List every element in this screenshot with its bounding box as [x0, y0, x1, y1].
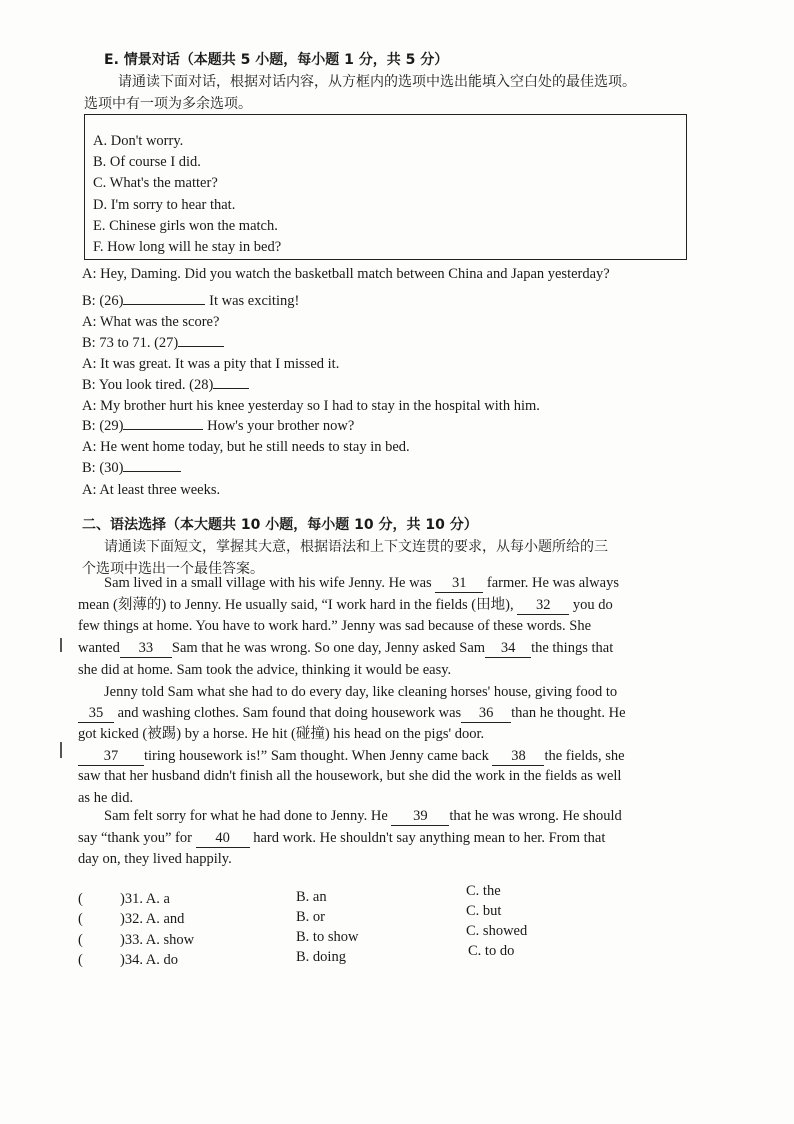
section-2-instruction-2: 个选项中选出一个最佳答案。 — [82, 561, 264, 577]
question-34-option-b[interactable]: B. doing — [296, 949, 346, 965]
blank-38[interactable]: 38 — [492, 748, 544, 766]
dialogue-line-4 — [82, 333, 224, 353]
answer-paren-31[interactable]: ( — [78, 891, 83, 907]
passage-p2-line-2 — [78, 703, 626, 723]
question-31-option-c[interactable]: C. the — [466, 883, 501, 899]
question-31-option-b[interactable]: B. an — [296, 889, 327, 905]
passage-p3-line-2 — [78, 828, 605, 848]
dialogue-line-11: A: At least three weeks. — [82, 482, 221, 498]
question-33-option-b[interactable]: B. to show — [296, 929, 359, 945]
answer-paren-32[interactable]: ( — [78, 911, 83, 927]
blank-35[interactable]: 35 — [78, 705, 114, 723]
dialogue-line-9: A: He went home today, but he still needs to stay in bed. — [82, 439, 410, 455]
dialogue-line-2 — [82, 291, 299, 311]
question-32-option-a[interactable]: )32. A. and — [120, 911, 185, 927]
blank-40[interactable]: 40 — [196, 830, 250, 848]
dialogue-line-1: A: Hey, Daming. Did you watch the basketball match between China and Japan yesterday? — [82, 266, 610, 282]
passage-text: mean (刻薄的) to Jenny. He usually said, “I work hard in the fields (田地), — [78, 597, 518, 613]
answer-blank-28[interactable] — [213, 388, 249, 389]
passage-text: Sam that he was wrong. So one day, Jenny asked Sam — [171, 640, 486, 656]
blank-34[interactable]: 34 — [485, 640, 531, 658]
dialogue-label-26: B: (26) — [82, 293, 124, 309]
dialogue-label-30: B: (30) — [82, 460, 124, 476]
section-2-instruction-1: 请通读下面短文，掌握其大意，根据语法和上下文连贯的要求，从每小题所给的三 — [104, 539, 608, 555]
passage-text: you do — [569, 597, 613, 613]
option-c: C. What's the matter? — [93, 175, 218, 191]
dialogue-label-28: B: You look tired. (28) — [82, 377, 214, 393]
option-b: B. Of course I did. — [93, 154, 201, 170]
answer-blank-26[interactable] — [123, 304, 205, 305]
passage-text: Sam felt sorry for what he had done to Jenny. He — [104, 808, 392, 824]
dialogue-line-8 — [82, 416, 354, 436]
dialogue-line-7: A: My brother hurt his knee yesterday so I had to stay in the hospital with him. — [82, 398, 540, 414]
passage-text: Sam lived in a small village with his wife Jenny. He was — [104, 575, 436, 591]
passage-p2-line-1: Jenny told Sam what she had to do every day, like cleaning horses' house, giving food to — [104, 684, 618, 700]
dialogue-line-5: A: It was great. It was a pity that I missed it. — [82, 356, 340, 372]
passage-p1-line-2 — [78, 595, 613, 615]
options-box — [84, 114, 687, 260]
blank-31[interactable]: 31 — [435, 575, 483, 593]
scan-mark — [60, 742, 62, 758]
passage-p1-line-5: she did at home. Sam took the advice, thinking it would be easy. — [78, 662, 452, 678]
dialogue-text: It was exciting! — [205, 293, 300, 309]
option-d: D. I'm sorry to hear that. — [93, 197, 236, 213]
passage-text: the fields, she — [544, 748, 625, 764]
section-2-heading: 二、语法选择（本大题共 10 小题，每小题 10 分，共 10 分） — [82, 517, 478, 533]
passage-text: than he thought. He — [511, 705, 626, 721]
answer-blank-27[interactable] — [178, 346, 224, 347]
dialogue-label-29: B: (29) — [82, 418, 124, 434]
passage-p1-line-4 — [78, 638, 613, 658]
blank-33[interactable]: 33 — [120, 640, 172, 658]
option-a: A. Don't worry. — [93, 133, 184, 149]
passage-text: say “thank you” for — [78, 830, 196, 846]
question-33-option-c[interactable]: C. showed — [466, 923, 528, 939]
blank-32[interactable]: 32 — [517, 597, 569, 615]
question-34-option-a[interactable]: )34. A. do — [120, 952, 178, 968]
passage-text: wanted — [78, 640, 120, 656]
question-32-option-b[interactable]: B. or — [296, 909, 325, 925]
dialogue-text: How's your brother now? — [203, 418, 355, 434]
passage-p2-line-4 — [78, 746, 625, 766]
passage-text: tiring housework is!” Sam thought. When Jenny came back — [144, 748, 493, 764]
dialogue-line-6 — [82, 375, 249, 395]
option-e: E. Chinese girls won the match. — [93, 218, 278, 234]
blank-36[interactable]: 36 — [461, 705, 511, 723]
blank-37[interactable]: 37 — [78, 748, 144, 766]
answer-paren-34[interactable]: ( — [78, 952, 83, 968]
question-33-option-a[interactable]: )33. A. show — [120, 932, 195, 948]
passage-text: and washing clothes. Sam found that doing housework was — [114, 705, 462, 721]
dialogue-label-27: B: 73 to 71. (27) — [82, 335, 179, 351]
answer-paren-33[interactable]: ( — [78, 932, 83, 948]
passage-p1-line-1 — [104, 573, 619, 593]
passage-p3-line-3: day on, they lived happily. — [78, 851, 232, 867]
section-e-instruction-1: 请通读下面对话，根据对话内容，从方框内的选项中选出能填入空白处的最佳选项。 — [118, 74, 636, 90]
dialogue-line-10 — [82, 458, 181, 478]
question-31-option-a[interactable]: )31. A. a — [120, 891, 170, 907]
answer-blank-30[interactable] — [123, 471, 181, 472]
question-34-option-c[interactable]: C. to do — [468, 943, 515, 959]
passage-text: hard work. He shouldn't say anything mean to her. From that — [249, 830, 606, 846]
passage-p2-line-6: as he did. — [78, 790, 134, 806]
dialogue-line-3: A: What was the score? — [82, 314, 220, 330]
passage-p2-line-5: saw that her husband didn't finish all the housework, but she did the work in the fields as well — [78, 768, 622, 784]
option-f: F. How long will he stay in bed? — [93, 239, 282, 255]
passage-text: that he was wrong. He should — [449, 808, 622, 824]
passage-p2-line-3: got kicked (被踢) by a horse. He hit (碰撞) his head on the pigs' door. — [78, 726, 485, 742]
section-e-instruction-2: 选项中有一项为多余选项。 — [84, 96, 252, 112]
section-e-heading: E. 情景对话（本题共 5 小题，每小题 1 分，共 5 分） — [104, 52, 449, 68]
question-32-option-c[interactable]: C. but — [466, 903, 502, 919]
scan-mark — [60, 638, 62, 652]
passage-p1-line-3: few things at home. You have to work hard.” Jenny was sad because of these words. She — [78, 618, 592, 634]
blank-39[interactable]: 39 — [391, 808, 449, 826]
answer-blank-29[interactable] — [123, 429, 203, 430]
passage-text: farmer. He was always — [483, 575, 619, 591]
passage-p3-line-1 — [104, 806, 622, 826]
passage-text: the things that — [531, 640, 614, 656]
